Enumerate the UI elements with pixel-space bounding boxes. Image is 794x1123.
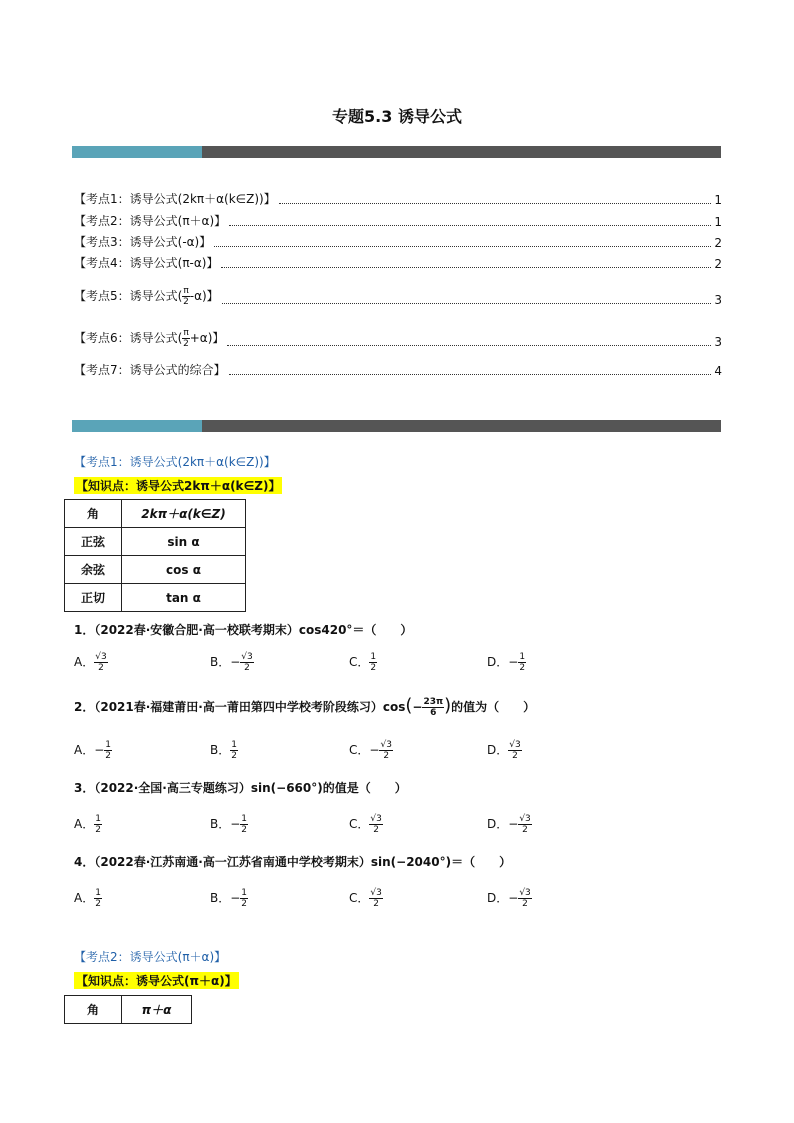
option-b[interactable]: B．− $\frac{√3}{2}$: [210, 652, 253, 673]
option-c[interactable]: C． $\frac{√3}{2}$: [349, 814, 382, 835]
toc-page-number: 2: [714, 257, 722, 271]
option-d[interactable]: D．− $\frac{√3}{2}$: [487, 888, 531, 909]
toc-item-label: 【考点1：诱导公式(2kπ＋α(k∈Z))】: [74, 192, 276, 206]
toc-page-number: 4: [714, 364, 722, 378]
question-3-stem: 3．（2022·全国·高三专题练习）sin(−660°)的值是（ ）: [74, 781, 407, 795]
option-c[interactable]: C． $\frac{√3}{2}$: [349, 888, 382, 909]
table-cell: π＋α: [122, 996, 192, 1024]
knowledge-point-label: 【知识点：诱导公式2kπ＋α(k∈Z)】: [76, 479, 281, 493]
option-d[interactable]: D．− $\frac{1}{2}$: [487, 652, 526, 673]
toc-leader-dots: [229, 374, 712, 375]
question-4-stem: 4．（2022春·江苏南通·高一江苏省南通中学校考期末）sin(−2040°)＝（ ）: [74, 855, 512, 869]
option-b[interactable]: B． $\frac{1}{2}$: [210, 740, 237, 761]
table-row: [65, 556, 246, 584]
toc-item-4[interactable]: [74, 255, 722, 271]
option-b[interactable]: B．− $\frac{1}{2}$: [210, 888, 248, 909]
option-a[interactable]: A． $\frac{√3}{2}$: [74, 652, 107, 673]
table-row: [65, 528, 246, 556]
toc-item-label: 【考点4：诱导公式(π-α)】: [74, 256, 219, 270]
option-d[interactable]: D． $\frac{√3}{2}$: [487, 740, 521, 761]
toc-item-1[interactable]: [74, 191, 722, 207]
formula-table: [64, 995, 192, 1024]
page-title: 专题5.3 诱导公式: [332, 107, 462, 126]
toc-page-number: 3: [714, 293, 722, 307]
table-cell: 角: [65, 996, 122, 1024]
option-d[interactable]: D．− $\frac{√3}{2}$: [487, 814, 531, 835]
question-1-stem: 1．（2022春·安徽合肥·高一校联考期末）cos420°＝（ ）: [74, 623, 413, 637]
option-c[interactable]: C． $\frac{1}{2}$: [349, 652, 377, 673]
table-cell: tan α: [122, 584, 246, 612]
toc-item-6[interactable]: [74, 325, 722, 349]
option-a[interactable]: A．− $\frac{1}{2}$: [74, 740, 112, 761]
toc-leader-dots: [227, 345, 711, 346]
toc-item-label: 【考点5：诱导公式( $\frac{\pi}{2}$ -α)】: [74, 286, 219, 307]
section-divider-bar: [72, 420, 721, 432]
table-row: [65, 996, 192, 1024]
option-b[interactable]: B．− $\frac{1}{2}$: [210, 814, 248, 835]
toc-item-2[interactable]: [74, 213, 722, 229]
toc-item-5[interactable]: [74, 283, 722, 307]
table-cell: sin α: [122, 528, 246, 556]
table-row: [65, 584, 246, 612]
knowledge-point-label: 【知识点：诱导公式(π＋α)】: [76, 974, 237, 988]
table-cell: 2kπ＋α(k∈Z): [122, 500, 246, 528]
toc-item-label: 【考点2：诱导公式(π＋α)】: [74, 214, 227, 228]
toc-item-label: 【考点6：诱导公式( $\frac{\pi}{2}$ +α)】: [74, 328, 225, 349]
toc-page-number: 3: [714, 335, 722, 349]
table-row: [65, 500, 246, 528]
table-cell: 正切: [65, 584, 122, 612]
table-cell: 正弦: [65, 528, 122, 556]
table-cell: 角: [65, 500, 122, 528]
table-cell: 余弦: [65, 556, 122, 584]
toc-item-label: 【考点3：诱导公式(-α)】: [74, 235, 212, 249]
option-a[interactable]: A． $\frac{1}{2}$: [74, 888, 101, 909]
header-divider-bar: [72, 146, 721, 158]
toc-item-7[interactable]: [74, 362, 722, 378]
question-2-stem: 2．（2021春·福建莆田·高一莆田第四中学校考阶段练习）cos(− $\frac{23\pi}{6}$ )的值为（ ）: [74, 695, 536, 718]
toc-page-number: 1: [714, 215, 722, 229]
toc-item-3[interactable]: [74, 234, 722, 250]
option-c[interactable]: C．− $\frac{√3}{2}$: [349, 740, 392, 761]
toc-page-number: 1: [714, 193, 722, 207]
table-cell: cos α: [122, 556, 246, 584]
formula-table: [64, 499, 246, 612]
toc-page-number: 2: [714, 236, 722, 250]
toc-leader-dots: [222, 303, 712, 304]
toc-item-label: 【考点7：诱导公式的综合】: [74, 363, 226, 377]
section-heading: 【考点2：诱导公式(π＋α)】: [74, 950, 227, 964]
toc-leader-dots: [214, 246, 711, 247]
toc-leader-dots: [279, 203, 712, 204]
toc-leader-dots: [229, 225, 711, 226]
option-a[interactable]: A． $\frac{1}{2}$: [74, 814, 101, 835]
toc-leader-dots: [221, 267, 711, 268]
section-heading: 【考点1：诱导公式(2kπ＋α(k∈Z))】: [74, 455, 276, 469]
